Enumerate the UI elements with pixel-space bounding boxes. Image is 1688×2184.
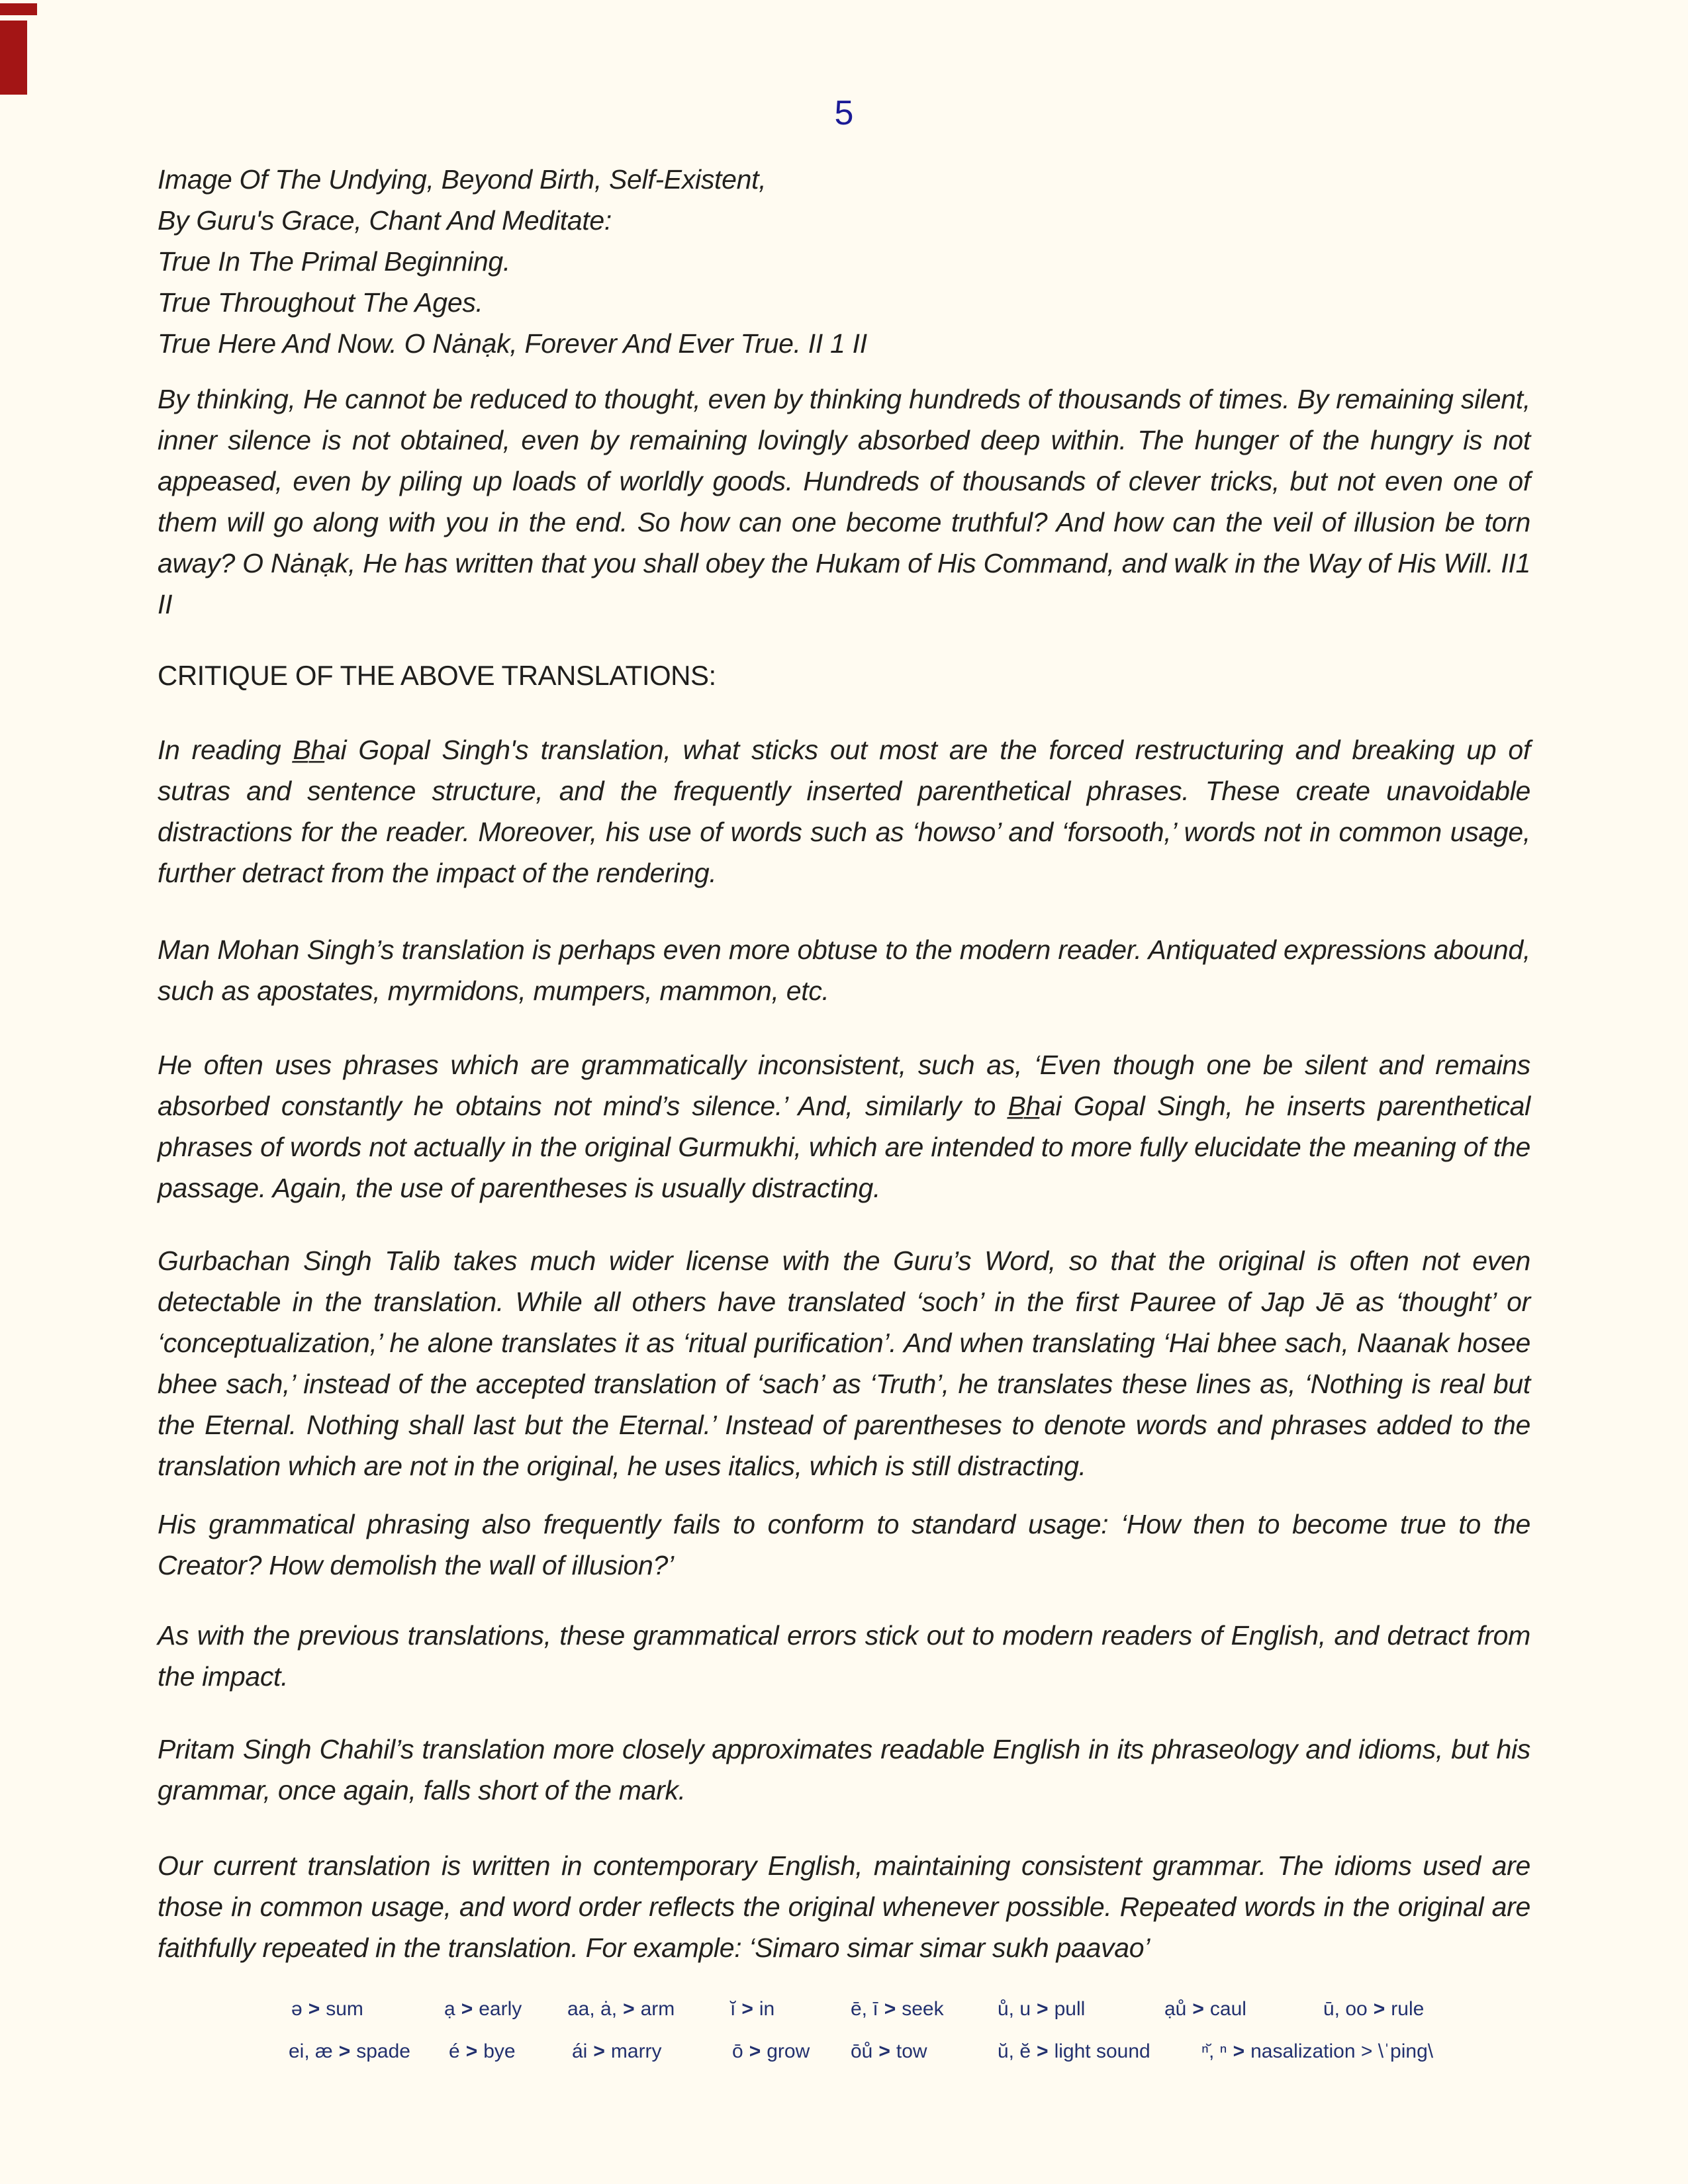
verse-line: By Guru's Grace, Chant And Meditate: bbox=[158, 205, 612, 236]
paragraph-previous-translations: As with the previous translations, these grammatical errors stick out to modern readers of English, and detract from the impact. bbox=[158, 1620, 1530, 1692]
guide-item bbox=[1323, 1988, 1424, 2030]
guide-example-word: early bbox=[479, 1998, 522, 2020]
guide-arrow: > bbox=[1037, 2040, 1049, 2062]
guide-arrow: > bbox=[1233, 2040, 1245, 2062]
verse-line: True Here And Now. O Nȧnạk, Forever And Ever True. II 1 II bbox=[158, 328, 867, 359]
guide-arrow: > bbox=[623, 1998, 635, 2020]
guide-item bbox=[567, 1988, 675, 2030]
guide-arrow: > bbox=[884, 1998, 896, 2020]
guide-arrow: > bbox=[308, 1998, 320, 2020]
guide-example-word: grow bbox=[767, 2040, 810, 2062]
pronunciation-guide-row bbox=[158, 2030, 1530, 2073]
guide-symbol: ŭ, ĕ bbox=[998, 2040, 1031, 2062]
paragraph-our-current-translation: Our current translation is written in contemporary English, maintaining consistent grammar. The idioms used are those in common usage, and word order reflects the original whenever possible. Repeated words in the original are faithfully repeated in the translation. For example: ‘Simaro simar simar sukh paavao’ bbox=[158, 1850, 1530, 1963]
guide-example-word: tow bbox=[896, 2040, 927, 2062]
guide-arrow: > bbox=[338, 2040, 351, 2062]
guide-arrow: > bbox=[878, 2040, 890, 2062]
verse-line: True Throughout The Ages. bbox=[158, 287, 483, 318]
guide-item bbox=[732, 2030, 810, 2073]
guide-item bbox=[851, 2030, 927, 2073]
guide-item bbox=[444, 1988, 522, 2030]
guide-example-word: in bbox=[759, 1998, 775, 2020]
paragraph-man-mohan-singh: Man Mohan Singh’s translation is perhaps even more obtuse to the modern reader. Antiquated expressions abound, such as apostates, myrmidons, mumpers, mammon, etc. bbox=[158, 934, 1530, 1006]
guide-symbol: ạ bbox=[444, 1998, 455, 2020]
paragraph-grammatical-phrasing: His grammatical phrasing also frequently fails to conform to standard usage: ‘How then to become true to the Creator? How demolish the wall of illusion?’ bbox=[158, 1509, 1530, 1580]
guide-item bbox=[851, 1988, 944, 2030]
pronunciation-guide-row bbox=[158, 1988, 1530, 2030]
guide-symbol: ĭ bbox=[730, 1998, 736, 2020]
guide-arrow: > bbox=[461, 1998, 473, 2020]
paragraph-pritam-singh-chahil: Pritam Singh Chahil’s translation more closely approximates readable English in its phraseology and idioms, but his grammar, once again, falls short of the mark. bbox=[158, 1734, 1530, 1805]
guide-item bbox=[1201, 2030, 1433, 2073]
guide-symbol: aa, ȧ, bbox=[567, 1998, 618, 2020]
paragraph-bhai-gopal-singh: In reading B̲h̲ai Gopal Singh's translation, what sticks out most are the forced restructuring and breaking up of sutras and sentence structure, and the frequently inserted parenthetical phrases. These create unavoidable distractions for the reader. Moreover, his use of words such as ‘howso’ and ‘forsooth,’ words not in common usage, further detract from the impact of the rendering. bbox=[158, 735, 1530, 888]
paragraph-gurbachan-singh-talib: Gurbachan Singh Talib takes much wider license with the Guru’s Word, so that the original is often not even detectable in the translation. While all others have translated ‘soch’ in the first Pauree of Jap Jē as ‘thought’ or ‘conceptualization,’ he alone translates it as ‘ritual purification’. And when translating ‘Hai bhee sach, Naanak hosee bhee sach,’ instead of the accepted translation of ‘sach’ as ‘Truth’, he translates these lines as, ‘Nothing is real but the Eternal. Nothing shall last but the Eternal.’ Instead of parentheses to denote words and phrases added to the translation which are not in the original, he uses italics, which is still distracting. bbox=[158, 1246, 1530, 1481]
guide-symbol: ů, u bbox=[998, 1998, 1031, 2020]
guide-symbol: ē, ī bbox=[851, 1998, 878, 2020]
section-heading: CRITIQUE OF THE ABOVE TRANSLATIONS: bbox=[158, 660, 716, 691]
guide-arrow: > bbox=[1373, 1998, 1385, 2020]
guide-arrow: > bbox=[741, 1998, 753, 2020]
verse-line: True In The Primal Beginning. bbox=[158, 246, 510, 277]
guide-arrow: > bbox=[465, 2040, 478, 2062]
guide-symbol: ōů bbox=[851, 2040, 873, 2062]
guide-item bbox=[1164, 1988, 1246, 2030]
guide-arrow: > bbox=[1192, 1998, 1204, 2020]
guide-example-word: marry bbox=[610, 2040, 662, 2062]
red-artifact-mark bbox=[0, 21, 27, 95]
verse-line: Image Of The Undying, Beyond Birth, Self-Existent, bbox=[158, 164, 767, 195]
guide-arrow: > bbox=[1037, 1998, 1049, 2020]
guide-example-word: arm bbox=[640, 1998, 675, 2020]
guide-symbol: ō bbox=[732, 2040, 743, 2062]
guide-item bbox=[291, 1988, 363, 2030]
guide-example-word: caul bbox=[1209, 1998, 1246, 2020]
guide-item bbox=[730, 1988, 774, 2030]
guide-arrow: > bbox=[593, 2040, 605, 2062]
pronunciation-guide bbox=[158, 1988, 1530, 2073]
paragraph-japji-prose: By thinking, He cannot be reduced to thought, even by thinking hundreds of thousands of times. By remaining silent, inner silence is not obtained, even by remaining lovingly absorbed deep within. The hunger of the hungry is not appeased, even by piling up loads of worldly goods. Hundreds of thousands of clever tricks, but not even one of them will go along with you in the end. So how can one become truthful? And how can the veil of illusion be torn away? O Nȧnạk, He has written that you shall obey the Hukam of His Command, and walk in the Way of His Will. II1 II bbox=[158, 384, 1530, 619]
guide-example-word: bye bbox=[483, 2040, 516, 2062]
paragraph-grammatical-inconsistencies: He often uses phrases which are grammatically inconsistent, such as, ‘Even though one be silent and remains absorbed constantly he obtains not mind’s silence.’ And, similarly to B̲h̲ai Gopal Singh, he inserts parenthetical phrases of words not actually in the original Gurmukhi, which are intended to more fully elucidate the meaning of the passage. Again, the use of parentheses is usually distracting. bbox=[158, 1050, 1530, 1203]
guide-symbol: é bbox=[449, 2040, 460, 2062]
guide-symbol: ei, æ bbox=[289, 2040, 333, 2062]
guide-example-word: rule bbox=[1391, 1998, 1425, 2020]
guide-example-word: spade bbox=[356, 2040, 410, 2062]
guide-item bbox=[572, 2030, 662, 2073]
guide-symbol: ū, oo bbox=[1323, 1998, 1368, 2020]
guide-example-word: sum bbox=[326, 1998, 363, 2020]
guide-item bbox=[449, 2030, 516, 2073]
guide-example-word: nasalization > \ˈping\ bbox=[1250, 2040, 1434, 2062]
guide-symbol: ə bbox=[291, 1998, 303, 2020]
red-artifact-mark bbox=[0, 3, 37, 15]
opening-verse bbox=[158, 159, 1530, 364]
guide-example-word: seek bbox=[902, 1998, 944, 2020]
guide-item bbox=[998, 2030, 1150, 2073]
guide-symbol: ái bbox=[572, 2040, 588, 2062]
guide-item bbox=[998, 1988, 1085, 2030]
guide-arrow: > bbox=[749, 2040, 761, 2062]
guide-example-word: pull bbox=[1054, 1998, 1086, 2020]
guide-symbol: ⁿ̆, ⁿ bbox=[1201, 2040, 1227, 2062]
guide-symbol: ạů bbox=[1164, 1998, 1187, 2020]
guide-item bbox=[289, 2030, 410, 2073]
guide-example-word: light sound bbox=[1054, 2040, 1150, 2062]
page-number: 5 bbox=[834, 94, 854, 132]
